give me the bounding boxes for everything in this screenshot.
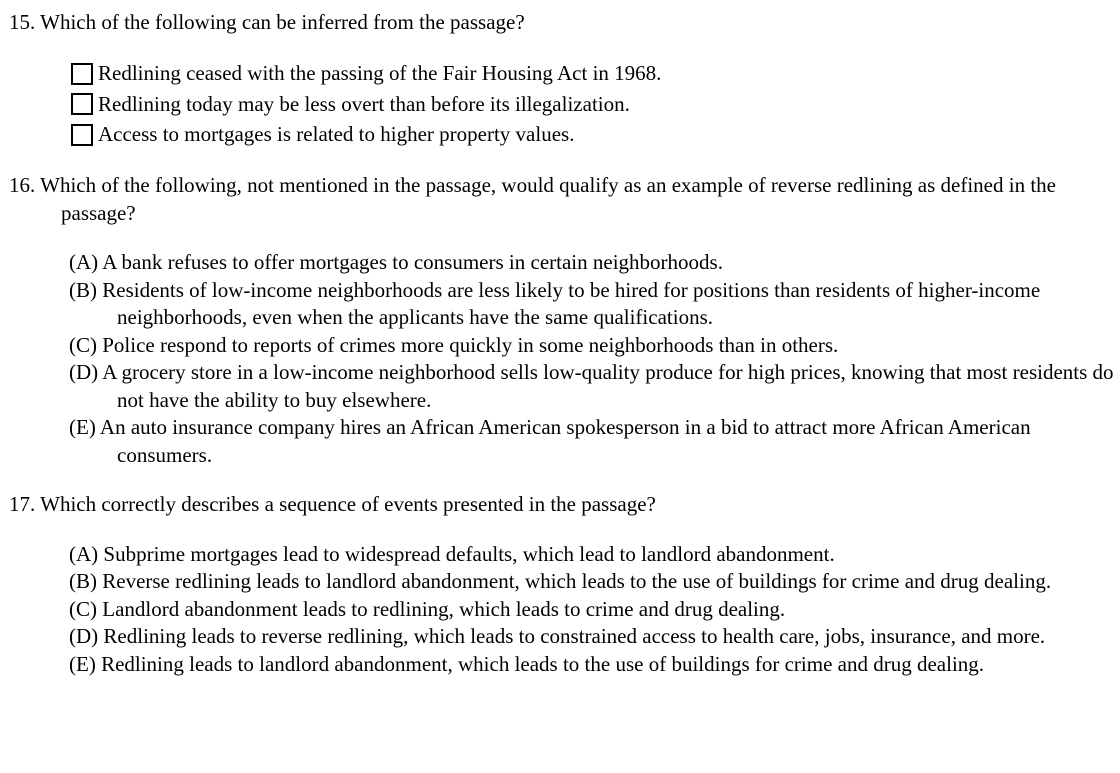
question-17-text: 17. Which correctly describes a sequence of events presented in the passage? xyxy=(9,492,656,516)
question-15-option-3[interactable] xyxy=(71,120,1116,151)
question-15-option-1[interactable] xyxy=(71,59,1116,90)
question-16-text: 16. Which of the following, not mentioned in the passage, would qualify as an example of reverse redlining as defined in the passage? xyxy=(9,173,1056,225)
question-15-option-2[interactable] xyxy=(71,89,1116,120)
checkbox[interactable] xyxy=(71,63,93,85)
question-17 xyxy=(9,491,1116,678)
question-17-choice-a[interactable]: (A) Subprime mortgages lead to widespread defaults, which lead to landlord abandonment. xyxy=(69,541,835,566)
question-16-choices xyxy=(9,249,1116,469)
question-16-choice-d[interactable]: (D) A grocery store in a low-income neighborhood sells low-quality produce for high prices, knowing that most residents do not have the ability to buy elsewhere. xyxy=(69,360,1114,412)
option-label: Redlining today may be less overt than before its illegalization. xyxy=(98,91,630,116)
question-16 xyxy=(9,172,1116,469)
question-16-choice-b[interactable]: (B) Residents of low-income neighborhoods are less likely to be hired for positions than residents of higher-income neighborhoods, even when the applicants have the same qualifications. xyxy=(69,277,1041,329)
option-label: Access to mortgages is related to higher property values. xyxy=(98,122,575,146)
checkbox[interactable] xyxy=(71,93,93,115)
question-17-choice-e[interactable]: (E) Redlining leads to landlord abandonment, which leads to the use of buildings for crime and drug dealing. xyxy=(69,651,985,676)
question-15 xyxy=(9,9,1116,150)
question-16-choice-c[interactable]: (C) Police respond to reports of crimes more quickly in some neighborhoods than in others. xyxy=(69,332,839,357)
option-label: Redlining ceased with the passing of the Fair Housing Act in 1968. xyxy=(98,61,662,85)
question-17-choices xyxy=(9,541,1116,679)
question-16-choice-a[interactable]: (A) A bank refuses to offer mortgages to consumers in certain neighborhoods. xyxy=(69,250,723,274)
question-page xyxy=(9,9,1116,678)
checkbox[interactable] xyxy=(71,124,93,146)
question-15-options xyxy=(9,59,1116,151)
question-17-choice-c[interactable]: (C) Landlord abandonment leads to redlining, which leads to crime and drug dealing. xyxy=(69,596,786,621)
question-17-choice-b[interactable]: (B) Reverse redlining leads to landlord abandonment, which leads to the use of buildings for crime and drug dealing. xyxy=(69,569,1052,593)
question-16-choice-e[interactable]: (E) An auto insurance company hires an African American spokesperson in a bid to attract more African American consumers. xyxy=(69,415,1031,467)
question-15-text: 15. Which of the following can be inferred from the passage? xyxy=(9,10,525,34)
question-17-choice-d[interactable]: (D) Redlining leads to reverse redlining, which leads to constrained access to health care, jobs, insurance, and more. xyxy=(69,624,1046,648)
